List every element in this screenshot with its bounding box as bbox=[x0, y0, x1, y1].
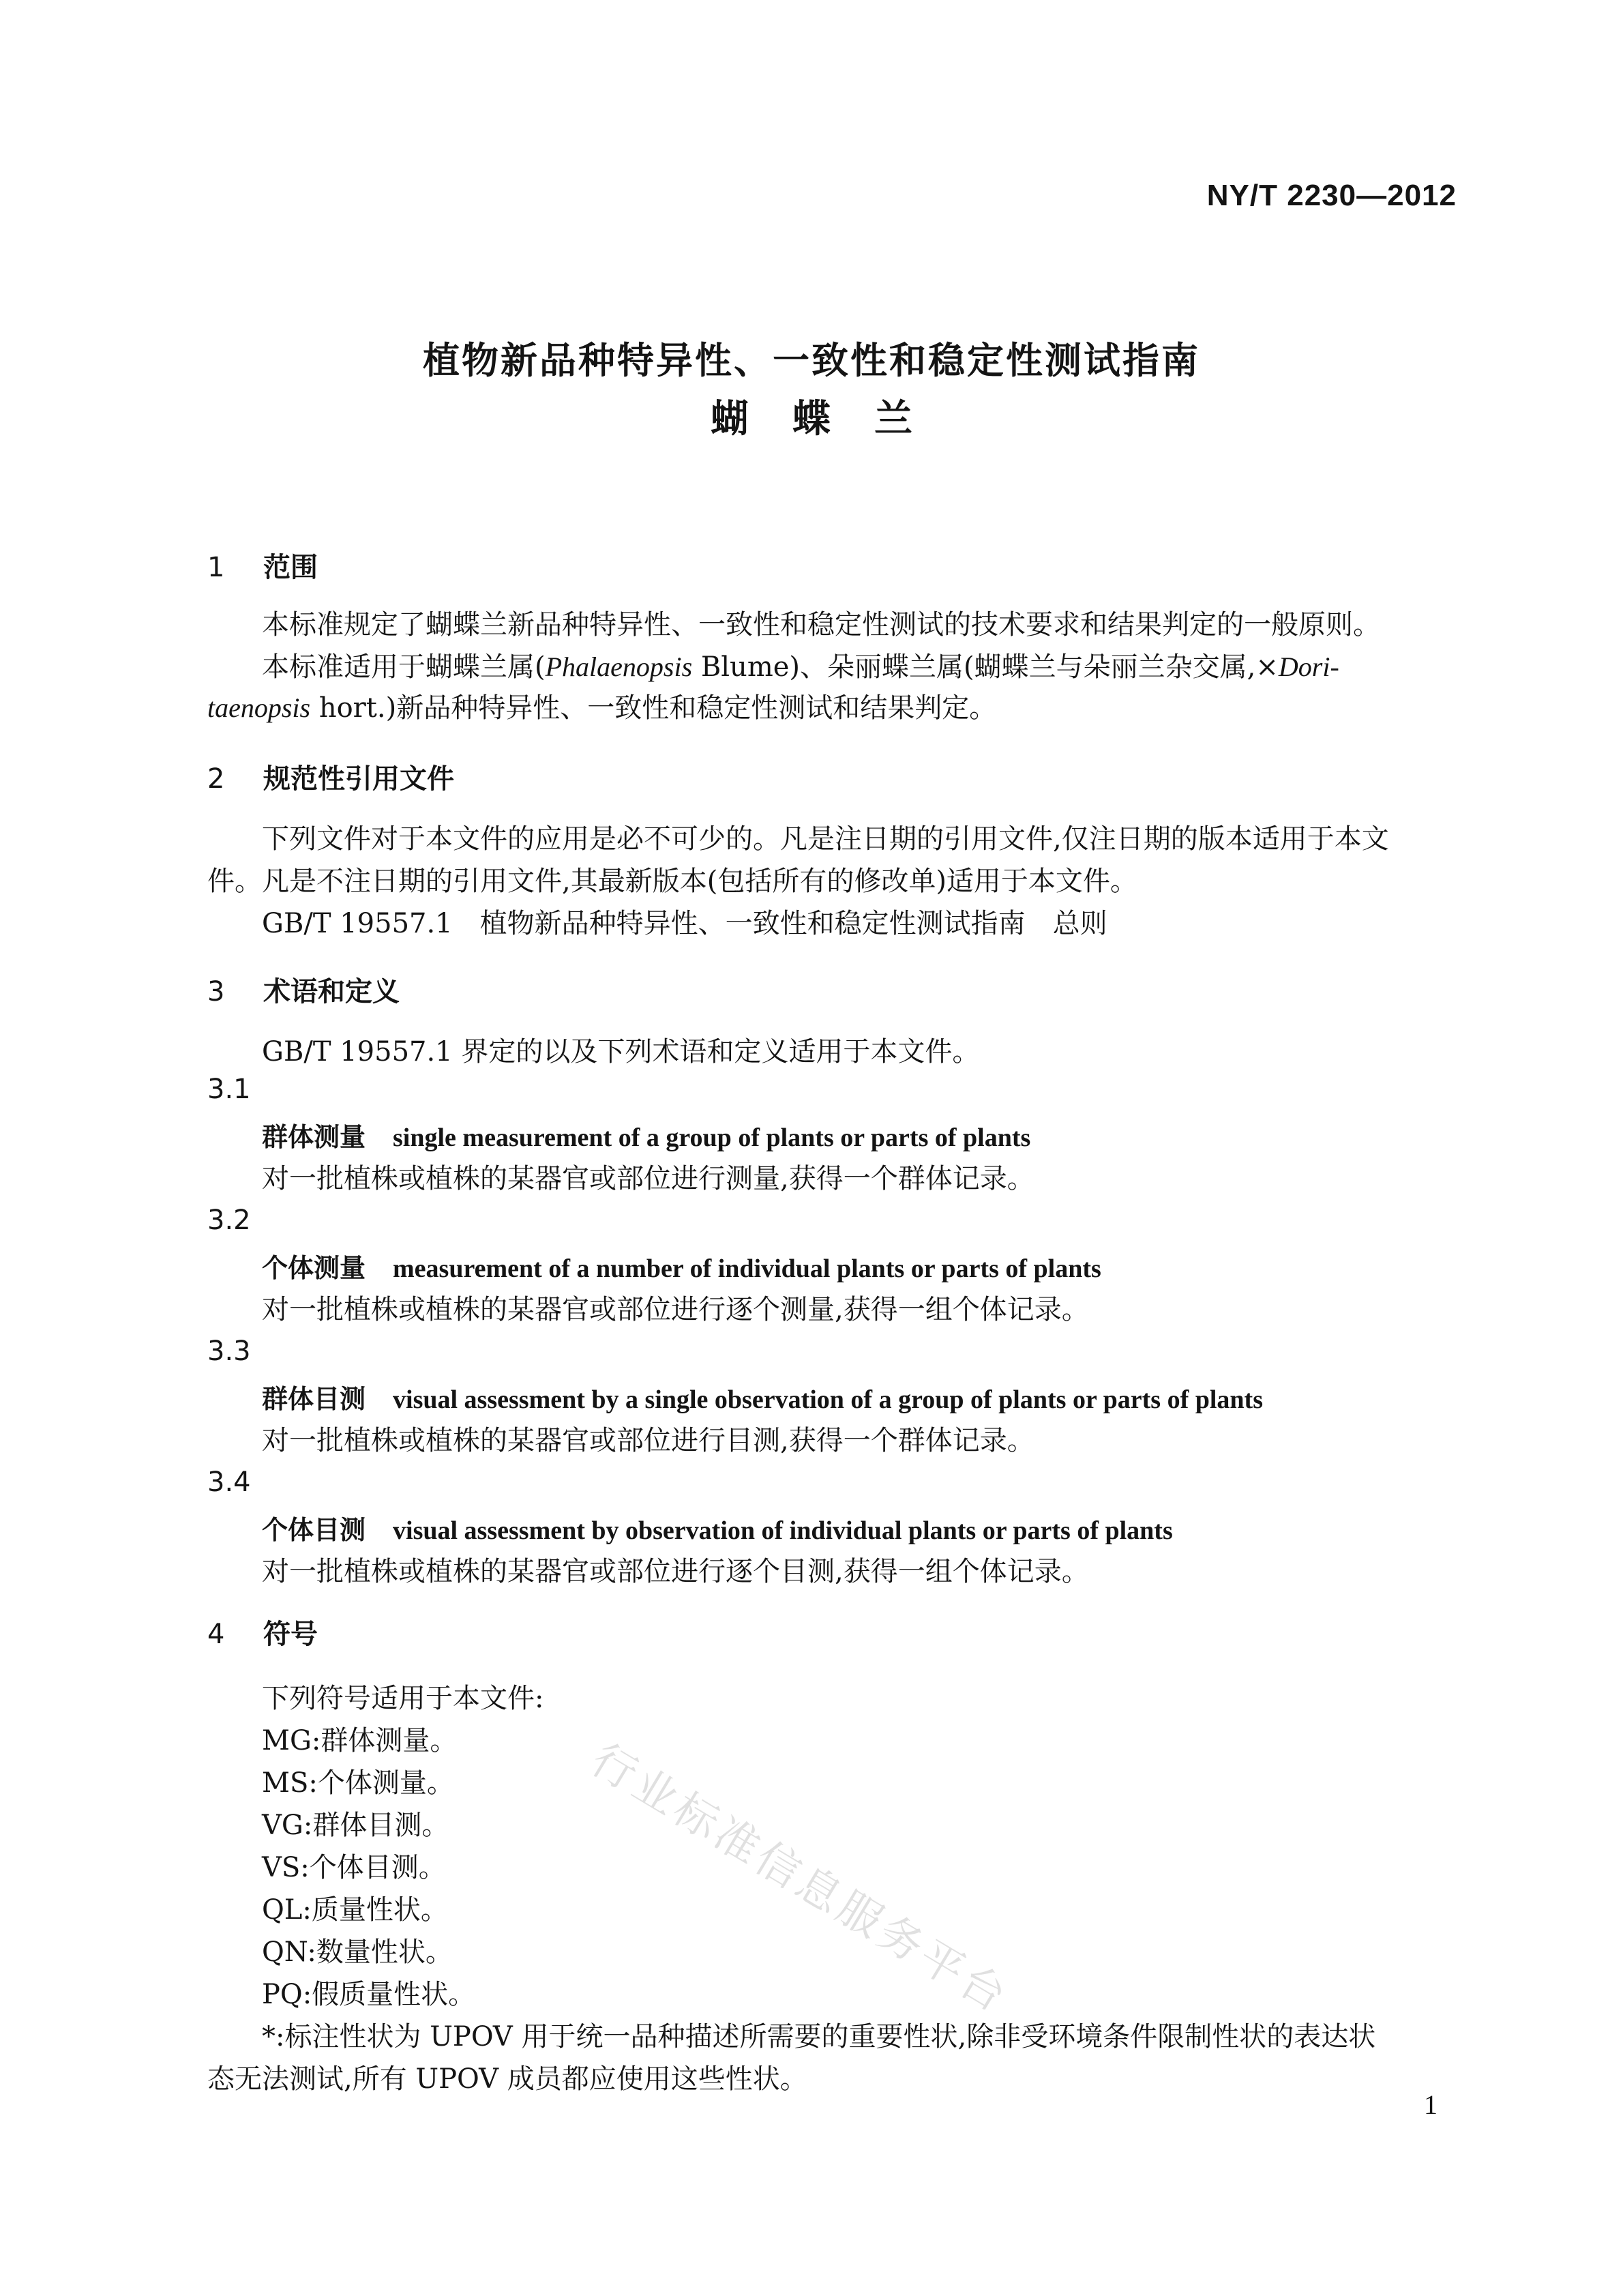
section-number: 4 bbox=[207, 1619, 225, 1650]
term-heading bbox=[262, 1378, 1263, 1415]
section-3-intro: GB/T 19557.1 界定的以及下列术语和定义适用于本文件。 bbox=[262, 1036, 980, 1068]
section-1-heading bbox=[207, 546, 318, 585]
section-title: 规范性引用文件 bbox=[263, 763, 454, 795]
symbol-note-cont: 态无法测试,所有 UPOV 成员都应使用这些性状。 bbox=[207, 2063, 807, 2095]
term-number: 3.1 bbox=[207, 1074, 251, 1105]
section-2-paragraph: 下列文件对于本文件的应用是必不可少的。凡是注日期的引用文件,仅注日期的版本适用于本文 bbox=[262, 823, 1389, 855]
term-en: measurement of a number of individual plants or parts of plants bbox=[393, 1254, 1101, 1283]
term-definition: 对一批植株或植株的某器官或部位进行测量,获得一个群体记录。 bbox=[262, 1163, 1034, 1194]
term-zh: 群体目测 bbox=[262, 1384, 366, 1414]
section-1-paragraph-1: 本标准规定了蝴蝶兰新品种特异性、一致性和稳定性测试的技术要求和结果判定的一般原则。 bbox=[262, 609, 1380, 641]
genus-name: taenopsis bbox=[207, 692, 311, 723]
section-number: 2 bbox=[207, 763, 225, 795]
term-en: visual assessment by a single observation of a group of plants or parts of plants bbox=[393, 1385, 1263, 1414]
text-run: 本标准适用于蝴蝶兰属( bbox=[262, 651, 546, 683]
section-2-paragraph-cont: 件。凡是不注日期的引用文件,其最新版本(包括所有的修改单)适用于本文件。 bbox=[207, 866, 1137, 897]
section-3-heading bbox=[207, 970, 400, 1009]
symbol-item: VG:群体目测。 bbox=[262, 1810, 449, 1841]
term-heading bbox=[262, 1509, 1173, 1546]
section-number: 3 bbox=[207, 976, 225, 1007]
normative-reference: GB/T 19557.1 植物新品种特异性、一致性和稳定性测试指南 总则 bbox=[262, 908, 1107, 939]
symbol-item: MS:个体测量。 bbox=[262, 1767, 454, 1799]
section-title: 术语和定义 bbox=[263, 976, 400, 1007]
genus-name: Phalaenopsis bbox=[545, 651, 693, 682]
document-title: 植物新品种特异性、一致性和稳定性测试指南 bbox=[423, 339, 1200, 382]
symbol-item: VS:个体目测。 bbox=[262, 1852, 446, 1883]
symbol-note: *:标注性状为 UPOV 用于统一品种描述所需要的重要性状,除非受环境条件限制性状的表达状 bbox=[262, 2021, 1376, 2052]
section-4-heading bbox=[207, 1613, 318, 1651]
term-zh: 个体目测 bbox=[262, 1515, 366, 1545]
document-number: NY/T 2230—2012 bbox=[1206, 179, 1457, 212]
page-number: 1 bbox=[1424, 2089, 1438, 2120]
symbol-item: QL:质量性状。 bbox=[262, 1894, 448, 1926]
symbol-item: MG:群体测量。 bbox=[262, 1725, 458, 1756]
term-definition: 对一批植株或植株的某器官或部位进行逐个目测,获得一组个体记录。 bbox=[262, 1556, 1089, 1587]
term-definition: 对一批植株或植株的某器官或部位进行目测,获得一个群体记录。 bbox=[262, 1425, 1034, 1456]
genus-name: Dori- bbox=[1278, 651, 1339, 682]
term-number: 3.4 bbox=[207, 1467, 251, 1498]
term-en: single measurement of a group of plants or parts of plants bbox=[393, 1123, 1031, 1152]
term-zh: 个体测量 bbox=[262, 1253, 366, 1283]
term-zh: 群体测量 bbox=[262, 1122, 366, 1152]
term-number: 3.3 bbox=[207, 1336, 251, 1367]
term-heading bbox=[262, 1247, 1101, 1284]
term-definition: 对一批植株或植株的某器官或部位进行逐个测量,获得一组个体记录。 bbox=[262, 1294, 1089, 1325]
document-subtitle: 蝴蝶兰 bbox=[711, 397, 956, 441]
section-title: 符号 bbox=[263, 1619, 318, 1650]
text-run: Blume)、朵丽蝶兰属(蝴蝶兰与朵丽兰杂交属,× bbox=[692, 651, 1279, 683]
term-number: 3.2 bbox=[207, 1205, 251, 1236]
symbol-item: PQ:假质量性状。 bbox=[262, 1979, 476, 2010]
section-number: 1 bbox=[207, 552, 225, 583]
section-1-paragraph-2-cont bbox=[207, 686, 996, 725]
text-run: hort.)新品种特异性、一致性和稳定性测试和结果判定。 bbox=[310, 692, 997, 724]
section-2-heading bbox=[207, 757, 454, 796]
watermark: 行业标准信息服务平台 bbox=[582, 1734, 1018, 2024]
symbol-item: QN:数量性状。 bbox=[262, 1937, 453, 1968]
section-1-paragraph-2 bbox=[262, 645, 1339, 684]
section-title: 范围 bbox=[263, 552, 318, 583]
section-4-intro: 下列符号适用于本文件: bbox=[262, 1683, 544, 1714]
term-en: visual assessment by observation of individual plants or parts of plants bbox=[393, 1516, 1173, 1545]
term-heading bbox=[262, 1116, 1030, 1153]
